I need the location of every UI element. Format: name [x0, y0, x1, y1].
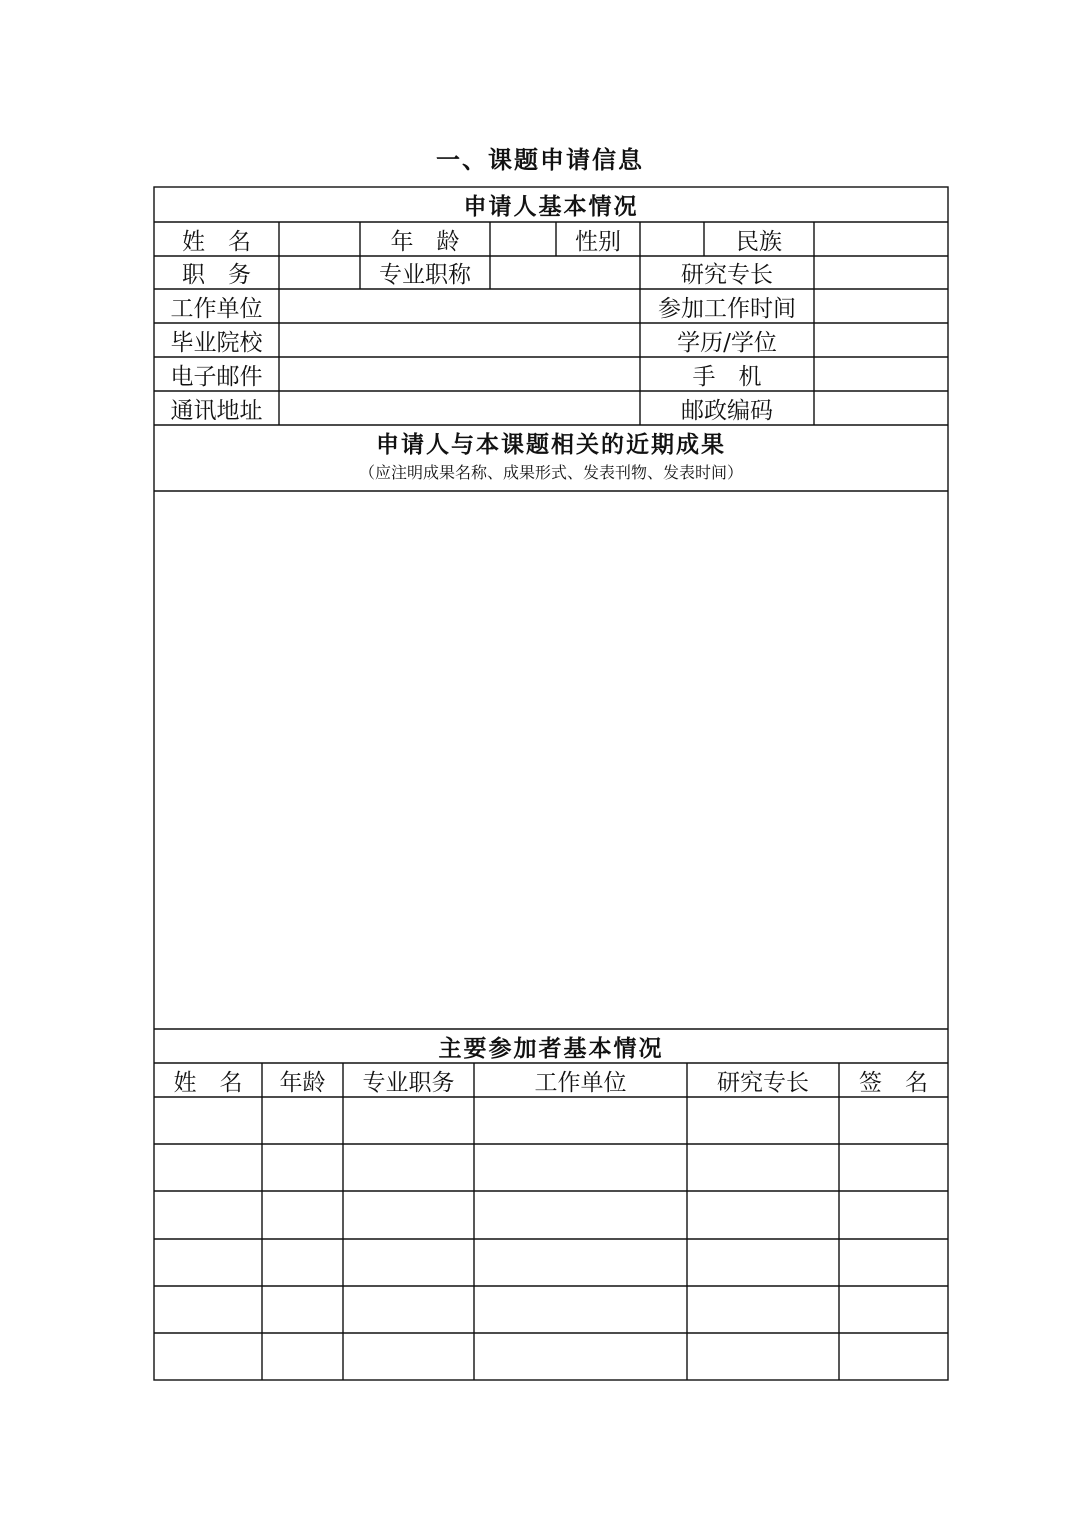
research-label: 研究专长 — [681, 262, 773, 288]
participant-prof-post-cell[interactable] — [343, 1333, 474, 1380]
school-label: 毕业院校 — [170, 329, 263, 356]
postcode-field[interactable] — [814, 391, 948, 425]
col-header-employer: 工作单位 — [534, 1069, 627, 1096]
page-title: 一、课题申请信息 — [436, 145, 644, 174]
participant-employer-cell[interactable] — [474, 1239, 687, 1286]
prof-title-label: 专业职称 — [379, 262, 471, 288]
col-header-name: 姓 名 — [173, 1069, 243, 1096]
participant-employer-cell[interactable] — [474, 1286, 687, 1333]
participant-prof-post-cell[interactable] — [343, 1239, 474, 1286]
email-label: 电子邮件 — [170, 363, 263, 390]
school-field[interactable] — [279, 323, 640, 357]
participants-heading: 主要参加者基本情况 — [438, 1034, 664, 1062]
applicant-heading: 申请人基本情况 — [463, 193, 639, 220]
participant-age-cell[interactable] — [262, 1144, 343, 1191]
prof-title-field[interactable] — [490, 256, 640, 289]
age-label: 年 龄 — [390, 228, 460, 255]
employer-field[interactable] — [279, 289, 640, 323]
post-label: 职 务 — [182, 262, 251, 288]
degree-label: 学历/学位 — [677, 329, 777, 356]
participant-research-cell[interactable] — [687, 1333, 839, 1380]
post-field[interactable] — [279, 256, 360, 289]
degree-field[interactable] — [814, 323, 948, 357]
participant-name-cell[interactable] — [154, 1097, 262, 1144]
participant-name-cell[interactable] — [154, 1239, 262, 1286]
gender-field[interactable] — [640, 222, 704, 256]
ethnicity-label: 民族 — [736, 228, 782, 255]
participant-signature-cell[interactable] — [839, 1286, 948, 1333]
participant-employer-cell[interactable] — [474, 1097, 687, 1144]
name-field[interactable] — [279, 222, 360, 256]
employer-label: 工作单位 — [170, 295, 263, 322]
participant-name-cell[interactable] — [154, 1333, 262, 1380]
mobile-label: 手 机 — [692, 363, 762, 390]
participant-prof-post-cell[interactable] — [343, 1286, 474, 1333]
participant-research-cell[interactable] — [687, 1144, 839, 1191]
participant-signature-cell[interactable] — [839, 1097, 948, 1144]
participant-age-cell[interactable] — [262, 1191, 343, 1239]
name-label: 姓 名 — [182, 228, 251, 255]
email-field[interactable] — [279, 357, 640, 391]
participant-prof-post-cell[interactable] — [343, 1191, 474, 1239]
address-field[interactable] — [279, 391, 640, 425]
participant-signature-cell[interactable] — [839, 1144, 948, 1191]
col-header-signature: 签 名 — [859, 1069, 928, 1096]
achievements-note: （应注明成果名称、成果形式、发表刊物、发表时间） — [358, 463, 743, 482]
mobile-field[interactable] — [814, 357, 948, 391]
achievements-heading: 申请人与本课题相关的近期成果 — [376, 430, 726, 458]
participant-age-cell[interactable] — [262, 1333, 343, 1380]
participant-signature-cell[interactable] — [839, 1191, 948, 1239]
participant-employer-cell[interactable] — [474, 1333, 687, 1380]
work-start-field[interactable] — [814, 289, 948, 323]
participant-signature-cell[interactable] — [839, 1333, 948, 1380]
work-start-label: 参加工作时间 — [658, 295, 796, 322]
research-field[interactable] — [814, 256, 948, 289]
gender-label: 性别 — [575, 228, 621, 255]
participant-research-cell[interactable] — [687, 1191, 839, 1239]
participant-age-cell[interactable] — [262, 1239, 343, 1286]
age-field[interactable] — [490, 222, 556, 256]
participant-employer-cell[interactable] — [474, 1191, 687, 1239]
ethnicity-field[interactable] — [814, 222, 948, 256]
participant-age-cell[interactable] — [262, 1097, 343, 1144]
address-label: 通讯地址 — [170, 397, 263, 424]
col-header-prof-post: 专业职务 — [362, 1069, 455, 1096]
participant-research-cell[interactable] — [687, 1286, 839, 1333]
participant-research-cell[interactable] — [687, 1239, 839, 1286]
participant-employer-cell[interactable] — [474, 1144, 687, 1191]
col-header-research: 研究专长 — [717, 1069, 809, 1096]
participant-research-cell[interactable] — [687, 1097, 839, 1144]
participant-prof-post-cell[interactable] — [343, 1144, 474, 1191]
participant-name-cell[interactable] — [154, 1286, 262, 1333]
col-header-age: 年龄 — [279, 1069, 326, 1096]
participant-name-cell[interactable] — [154, 1144, 262, 1191]
participant-prof-post-cell[interactable] — [343, 1097, 474, 1144]
achievements-content-area[interactable] — [154, 491, 948, 1029]
participant-age-cell[interactable] — [262, 1286, 343, 1333]
participant-name-cell[interactable] — [154, 1191, 262, 1239]
participant-signature-cell[interactable] — [839, 1239, 948, 1286]
postcode-label: 邮政编码 — [681, 397, 773, 424]
